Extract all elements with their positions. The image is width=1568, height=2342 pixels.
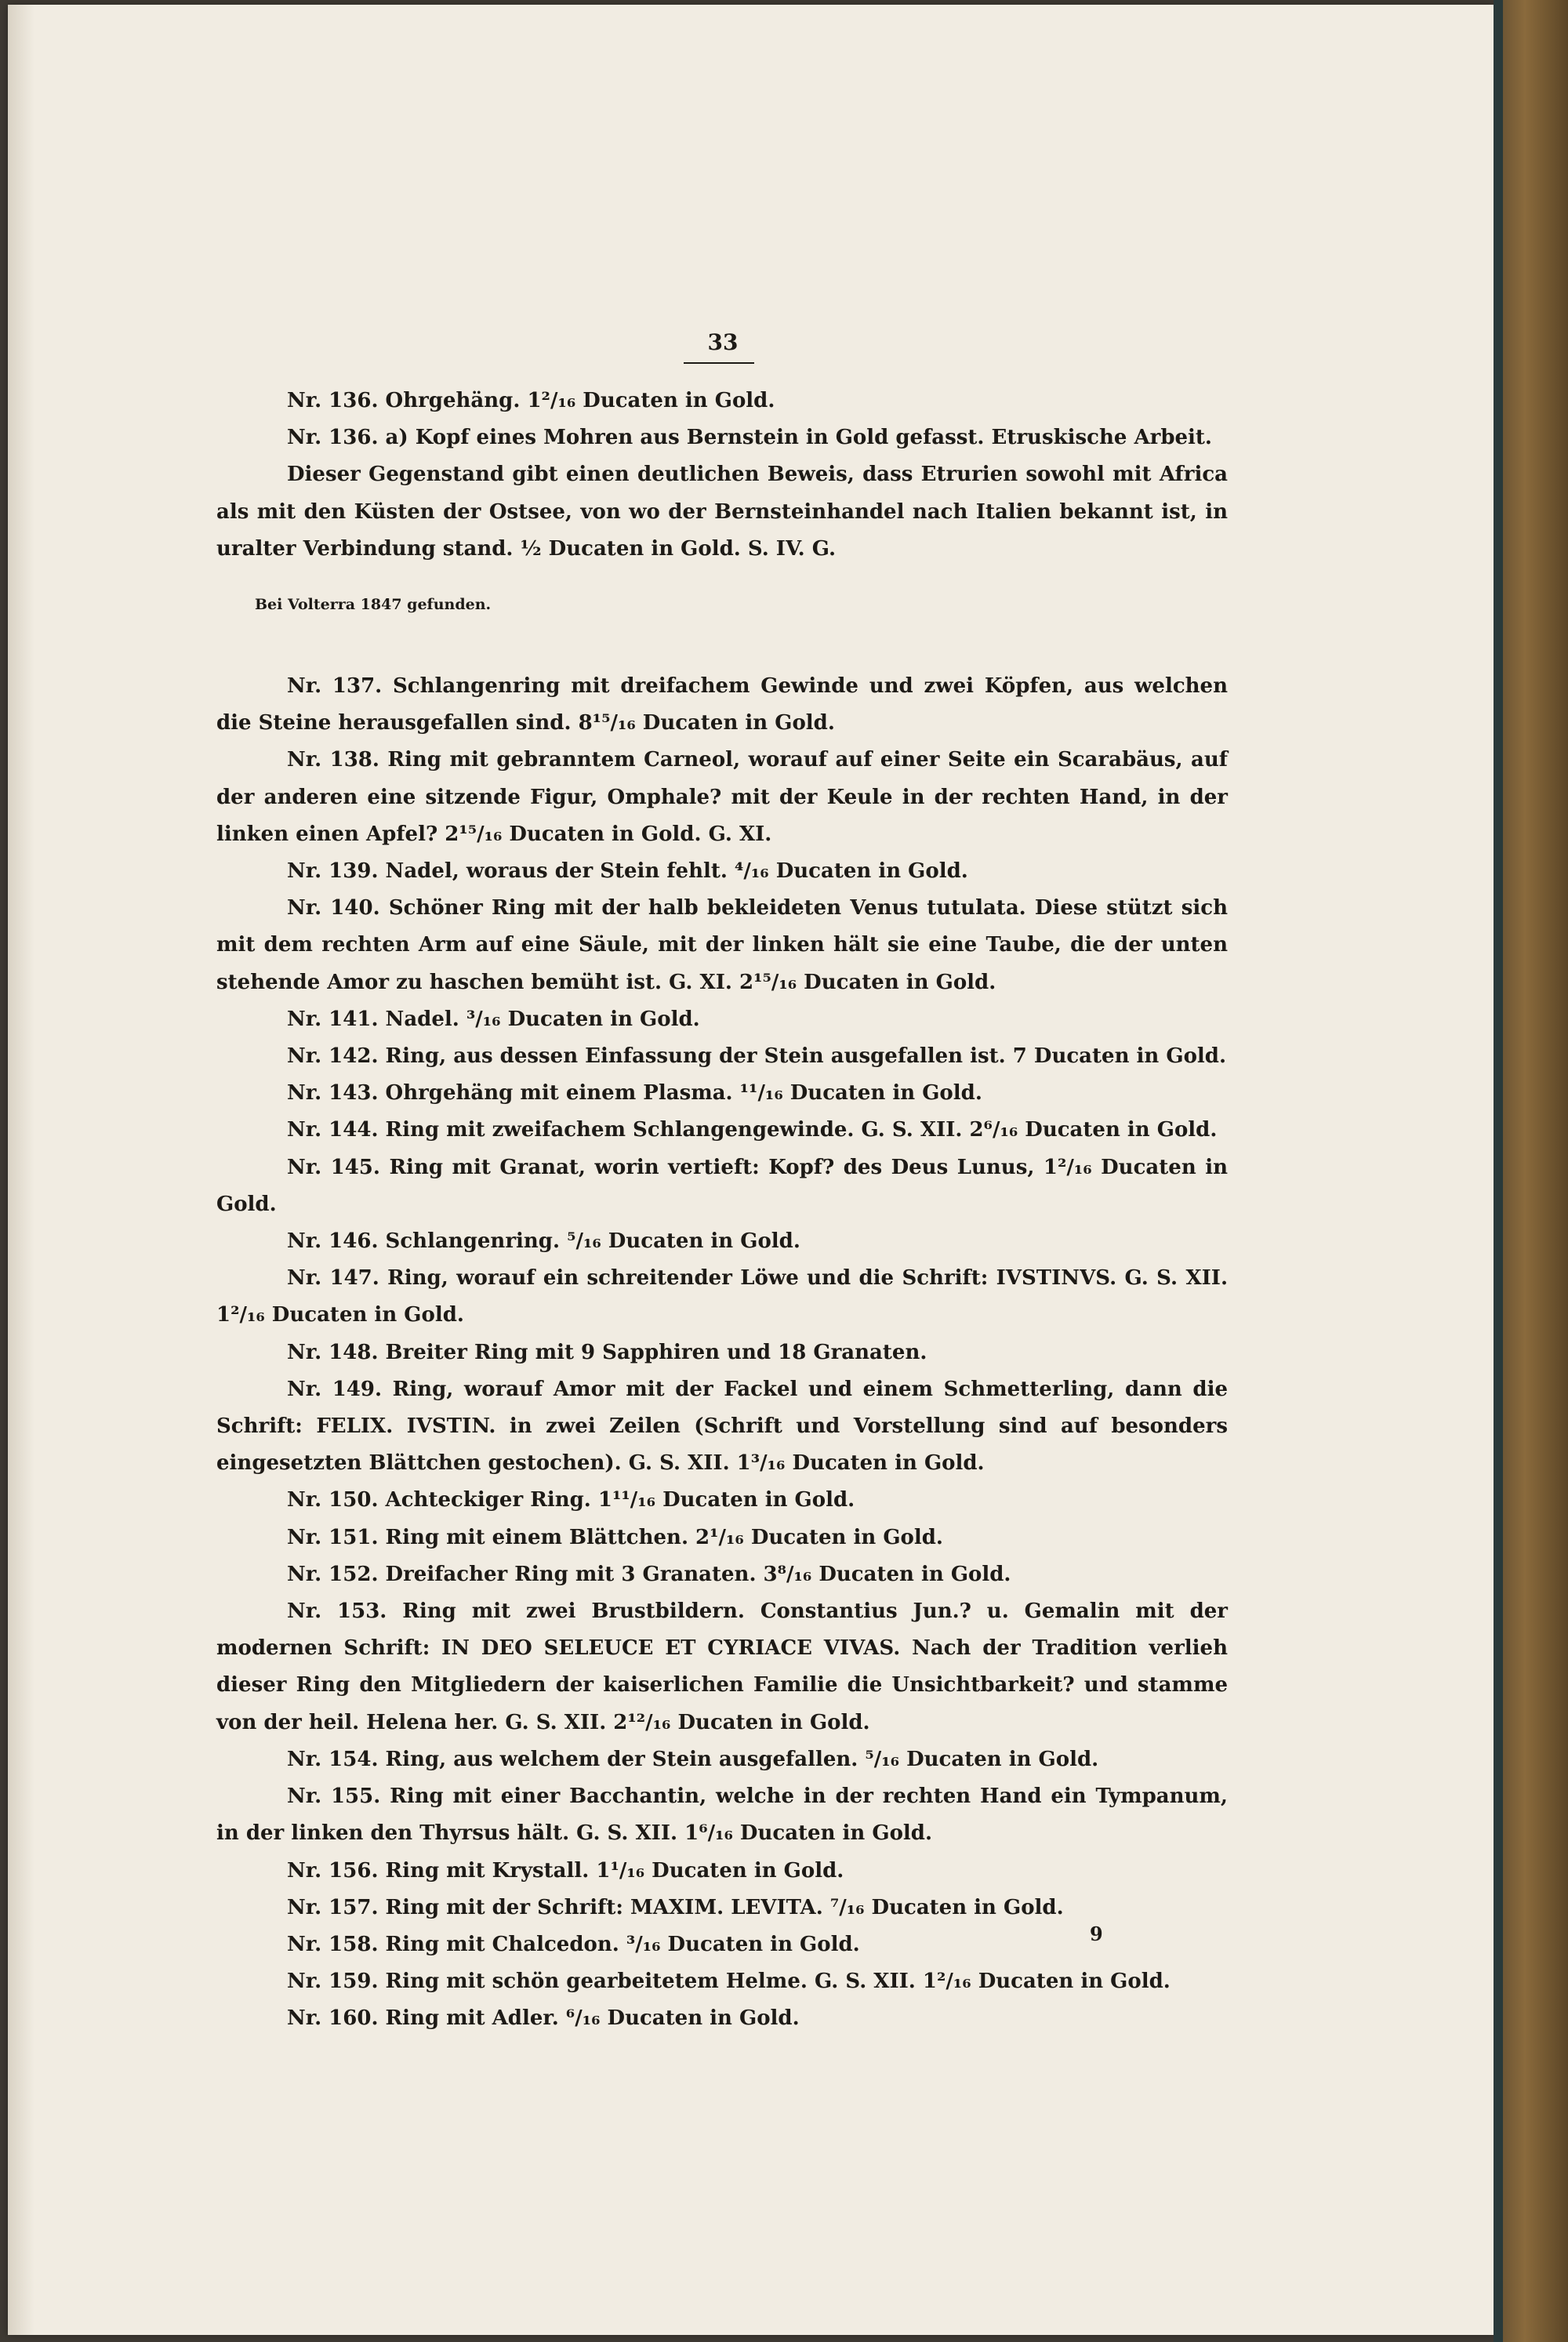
paragraph-146: Nr. 146. Schlangenring. ⁵/₁₆ Ducaten in Gold. (287, 1229, 800, 1254)
text-block-top (216, 383, 1228, 568)
paragraph-155: Nr. 155. Ring mit einer Bacchantin, welche in der rechten Hand ein Tympanum, in der linken den Thyrsus hält. G. S. XII. 1⁶/₁₆ Ducaten in Gold. (216, 1785, 1228, 1846)
paragraph-151: Nr. 151. Ring mit einem Blättchen. 2¹/₁₆ Ducaten in Gold. (287, 1525, 943, 1549)
book-cover-edge (1494, 0, 1568, 2342)
paragraph-142: Nr. 142. Ring, aus dessen Einfassung der Stein ausgefallen ist. 7 Ducaten in Gold. (287, 1044, 1227, 1069)
footnote: Bei Volterra 1847 gefunden. (255, 596, 492, 613)
paragraph-158: Nr. 158. Ring mit Chalcedon. ³/₁₆ Ducaten in Gold. (287, 1932, 860, 1956)
text-block-main (216, 668, 1228, 2038)
paragraph-154: Nr. 154. Ring, aus welchem der Stein ausgefallen. ⁵/₁₆ Ducaten in Gold. (287, 1747, 1099, 1771)
paragraph-148: Nr. 148. Breiter Ring mit 9 Sapphiren und 18 Granaten. (287, 1340, 927, 1364)
paragraph-153: Nr. 153. Ring mit zwei Brustbildern. Constantius Jun.? u. Gemalin mit der modernen Schrift: IN DEO SELEUCE ET CYRIACE VIVAS. Nach der Tradition verlieh dieser Ring den Mitgliedern der kaiserlichen Familie die Unsichtbarkeit? und stamme von der heil. Helena her. G. S. XII. 2¹²/₁₆ Ducaten in Gold. (216, 1599, 1228, 1734)
paragraph-139: Nr. 139. Nadel, woraus der Stein fehlt. ⁴/₁₆ Ducaten in Gold. (287, 859, 968, 884)
paragraph-140: Nr. 140. Schöner Ring mit der halb bekleideten Venus tutulata. Diese stützt sich mit dem rechten Arm auf eine Säule, mit der linken hält sie eine Taube, die der unten stehende Amor zu haschen bemüht ist. G. XI. 2¹⁵/₁₆ Ducaten in Gold. (216, 896, 1228, 994)
paragraph-144: Nr. 144. Ring mit zweifachem Schlangengewinde. G. S. XII. 2⁶/₁₆ Ducaten in Gold. (287, 1118, 1218, 1142)
paragraph-152: Nr. 152. Dreifacher Ring mit 3 Granaten. 3⁸/₁₆ Ducaten in Gold. (287, 1562, 1011, 1586)
paragraph-136a: Nr. 136. a) Kopf eines Mohren aus Bernstein in Gold gefasst. Etruskische Arbeit. (287, 426, 1212, 450)
paragraph-137: Nr. 137. Schlangenring mit dreifachem Gewinde und zwei Köpfen, aus welchen die Steine herausgefallen sind. 8¹⁵/₁₆ Ducaten in Gold. (216, 674, 1228, 735)
page-number-rule (684, 362, 754, 364)
page-gutter-shadow (8, 5, 34, 2335)
paragraph-160: Nr. 160. Ring mit Adler. ⁶/₁₆ Ducaten in Gold. (287, 2006, 800, 2031)
paragraph-147: Nr. 147. Ring, worauf ein schreitender Löwe und die Schrift: IVSTINVS. G. S. XII. 1²/₁₆ Ducaten in Gold. (216, 1266, 1228, 1327)
paragraph-157: Nr. 157. Ring mit der Schrift: MAXIM. LEVITA. ⁷/₁₆ Ducaten in Gold. (287, 1895, 1064, 1919)
signature-mark: 9 (1090, 1923, 1103, 1945)
paragraph-141: Nr. 141. Nadel. ³/₁₆ Ducaten in Gold. (287, 1007, 700, 1031)
paragraph-138: Nr. 138. Ring mit gebranntem Carneol, worauf auf einer Seite ein Scarabäus, auf der anderen eine sitzende Figur, Omphale? mit der Keule in der rechten Hand, in der linken einen Apfel? 2¹⁵/₁₆ Ducaten in Gold. G. XI. (216, 748, 1228, 846)
paragraph-150: Nr. 150. Achteckiger Ring. 1¹¹/₁₆ Ducaten in Gold. (287, 1488, 855, 1512)
paragraph-143: Nr. 143. Ohrgehäng mit einem Plasma. ¹¹/₁₆ Ducaten in Gold. (287, 1081, 982, 1106)
paragraph-136: Nr. 136. Ohrgehäng. 1²/₁₆ Ducaten in Gold. (287, 389, 775, 412)
paragraph-159: Nr. 159. Ring mit schön gearbeitetem Helme. G. S. XII. 1²/₁₆ Ducaten in Gold. (287, 1970, 1171, 1994)
paragraph-136a-description: Dieser Gegenstand gibt einen deutlichen Beweis, dass Etrurien sowohl mit Africa als mit den Küsten der Ostsee, von wo der Bernsteinhandel nach Italien bekannt ist, in uralter Verbindung stand. ½ Ducaten in Gold. S. IV. G. (216, 463, 1228, 561)
paragraph-149: Nr. 149. Ring, worauf Amor mit der Fackel und einem Schmetterling, dann die Schrift: FELIX. IVSTIN. in zwei Zeilen (Schrift und Vorstellung sind auf besonders eingesetzten Blättchen gestochen). G. S. XII. 1³/₁₆ Ducaten in Gold. (216, 1377, 1228, 1476)
page-number: 33 (707, 329, 739, 355)
paragraph-145: Nr. 145. Ring mit Granat, worin vertieft: Kopf? des Deus Lunus, 1²/₁₆ Ducaten in Gold. (216, 1155, 1228, 1216)
paragraph-156: Nr. 156. Ring mit Krystall. 1¹/₁₆ Ducaten in Gold. (287, 1858, 844, 1883)
